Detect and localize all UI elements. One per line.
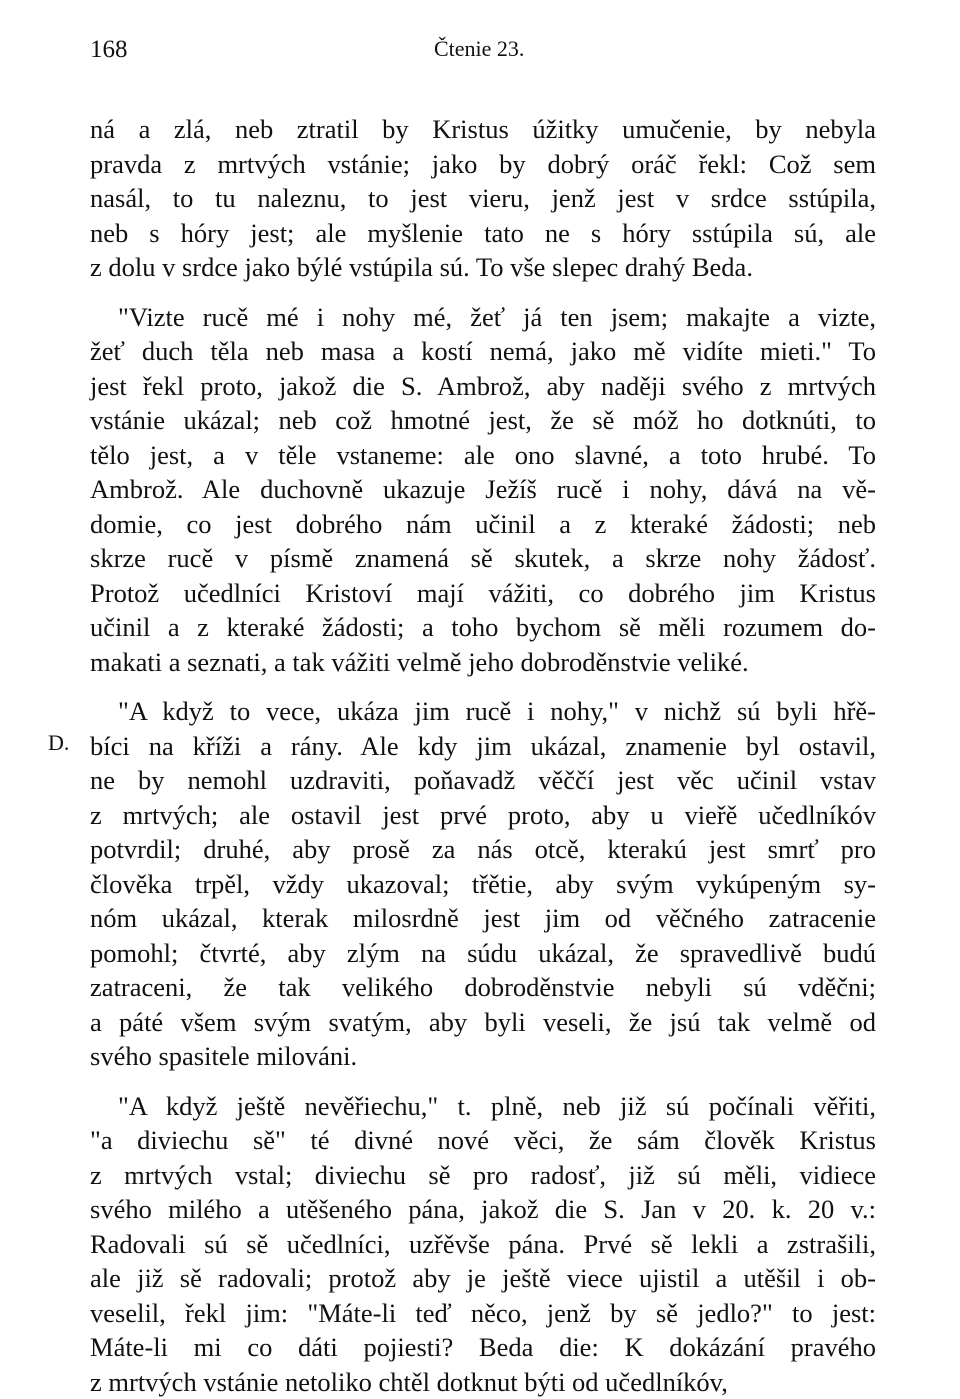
text-line: nasál, to tu naleznu, to jest vieru, jenž jest v srdce sstúpila, — [90, 181, 876, 216]
text-line: Ambrož. Ale duchovně ukazuje Ježíš rucě i nohy, dává na vě- — [90, 472, 876, 507]
text-line: neb s hóry jest; ale myšlenie tato ne s hóry sstúpila sú, ale — [90, 216, 876, 251]
text-line: "A když to vece, ukáza jim rucě i nohy," v nichž sú byli hřě- — [90, 694, 876, 729]
text-line: jest řekl proto, jakož die S. Ambrož, aby naději svého z mrtvých — [90, 369, 876, 404]
text-line: pomohl; čtvrté, aby zlým na súdu ukázal, že spravedlivě budú — [90, 936, 876, 971]
text-line: svého spasitele milováni. — [90, 1039, 876, 1074]
text-line: ne by nemohl uzdraviti, poňavadž věččí jest věc učinil vstav — [90, 763, 876, 798]
text-line: ná a zlá, neb ztratil by Kristus úžitky umučenie, by nebyla — [90, 112, 876, 147]
text-line: z mrtvých vstal; diviechu sě pro radosť, již sú měli, vidiece — [90, 1158, 876, 1193]
text-line: z mrtvých; ale ostavil jest prvé proto, aby u vieřě učedlníkóv — [90, 798, 876, 833]
margin-note: D. — [48, 730, 69, 756]
text-line: tělo jest, a v těle vstaneme: ale ono slavné, a toto hrubé. To — [90, 438, 876, 473]
text-line: domie, co jest dobrého nám učinil a z kteraké žádosti; neb — [90, 507, 876, 542]
text-line: a páté všem svým svatým, aby byli veseli, že jsú tak velmě od — [90, 1005, 876, 1040]
text-line: člověka trpěl, vždy ukazoval; třětie, aby svým vykúpeným sy- — [90, 867, 876, 902]
text-line: "Vizte rucě mé i nohy mé, žeť já ten jsem; makajte a vizte, — [90, 300, 876, 335]
text-line: bíci na kříži a rány. Ale kdy jim ukázal, znamenie byl ostavil, — [90, 729, 876, 764]
page-body — [90, 112, 876, 1399]
paragraph — [90, 1089, 876, 1399]
text-line: učinil a z kteraké žádosti; a toho bychom sě měli rozumem do- — [90, 610, 876, 645]
text-line: Radovali sú sě učedlníci, uzřěvše pána. Prvé sě lekli a zstrašili, — [90, 1227, 876, 1262]
text-line: vstánie ukázal; neb což hmotné jest, že sě móž ho dotknúti, to — [90, 403, 876, 438]
text-line: "a diviechu sě" té divné nové věci, že sám člověk Kristus — [90, 1123, 876, 1158]
paragraph — [90, 300, 876, 680]
text-line: Protož učedlníci Kristoví mají vážiti, co dobrého jim Kristus — [90, 576, 876, 611]
page-number: 168 — [90, 36, 128, 64]
text-line: "A když ještě nevěřiechu," t. plně, neb již sú počínali věřiti, — [90, 1089, 876, 1124]
text-line: žeť duch těla neb masa a kostí nemá, jako mě vidíte mieti." To — [90, 334, 876, 369]
paragraph — [90, 694, 876, 1074]
text-line: z dolu v srdce jako býlé vstúpila sú. To vše slepec drahý Beda. — [90, 250, 876, 285]
text-line: veselil, řekl jim: "Máte-li teď něco, jenž by sě jedlo?" to jest: — [90, 1296, 876, 1331]
text-line: zatraceni, že tak velikého dobroděnstvie nebyli sú vděčni; — [90, 970, 876, 1005]
text-line: pravda z mrtvých vstánie; jako by dobrý oráč řekl: Což sem — [90, 147, 876, 182]
text-line: ale již sě radovali; protož aby je ještě viece ujistil a utěšil i ob- — [90, 1261, 876, 1296]
text-line: makati a seznati, a tak vážiti velmě jeho dobroděnstvie veliké. — [90, 645, 876, 680]
text-line: svého milého a utěšeného pána, jakož die S. Jan v 20. k. 20 v.: — [90, 1192, 876, 1227]
running-head: Čtenie 23. — [434, 36, 524, 62]
text-line: nóm ukázal, kterak milosrdně jest jim od věčného zatracenie — [90, 901, 876, 936]
paragraph — [90, 112, 876, 285]
text-line: potvrdil; druhé, aby prosě za nás otcě, kterakú jest smrť pro — [90, 832, 876, 867]
page-header — [90, 36, 876, 76]
text-line: skrze rucě v písmě znamená sě skutek, a skrze nohy žádosť. — [90, 541, 876, 576]
text-line: Máte-li mi co dáti pojiesti? Beda die: K dokázání pravého — [90, 1330, 876, 1365]
text-line: z mrtvých vstánie netoliko chtěl dotknut býti od učedlníkóv, — [90, 1365, 876, 1399]
